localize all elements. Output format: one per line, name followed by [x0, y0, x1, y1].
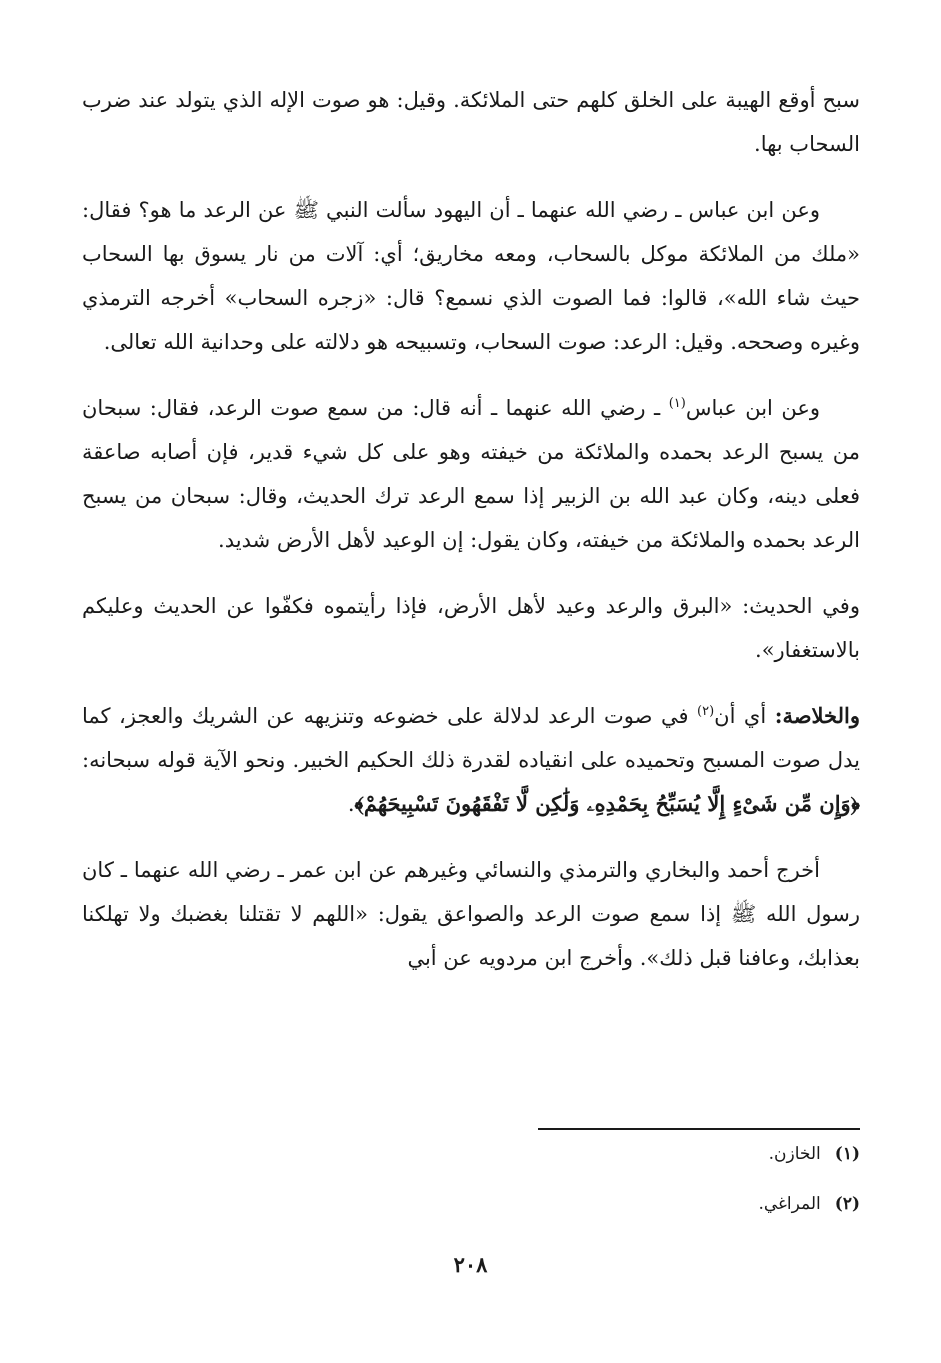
footnotes — [540, 1142, 860, 1242]
paragraph-5-end: . — [347, 792, 355, 816]
footnote-divider — [538, 1128, 860, 1130]
paragraph-2 — [82, 188, 860, 364]
page-number: ٢٠٨ — [453, 1252, 488, 1277]
footnote-ref-1: (١) — [668, 396, 686, 411]
summary-heading: والخلاصة: — [774, 703, 860, 728]
paragraph-1-text: سبح أوقع الهيبة على الخلق كلهم حتى الملائكة. وقيل: هو صوت الإله الذي يتولد عند ضرب السحاب بها. — [82, 88, 860, 156]
paragraph-2-text: وعن ابن عباس ـ رضي الله عنهما ـ أن اليهود سألت النبي ﷺ عن الرعد ما هو؟ فقال: «ملك من الملائكة موكل بالسحاب، ومعه مخاريق؛ أي: آلات من نار يسوق بها السحاب حيث شاء الله»، قالوا: فما الصوت الذي نسمع؟ قال: «زجره السحاب» أخرجه الترمذي وغيره وصححه. وقيل: الرعد: صوت السحاب، وتسبيحه هو دلالته على وحدانية الله تعالى. — [82, 198, 860, 354]
footnote-ref-2: (٢) — [697, 704, 715, 719]
paragraph-5-text-rest: في صوت الرعد لدلالة على خضوعه وتنزيهه عن الشريك والعجز، كما يدل صوت المسبح وتحميده على انقياده لقدرة ذلك الحكيم الخبير. ونحو الآية قوله سبحانه: — [82, 704, 861, 772]
paragraph-1 — [82, 78, 860, 166]
paragraph-4-text: وفي الحديث: «البرق والرعد وعيد لأهل الأرض، فإذا رأيتموه فكفّوا عن الحديث وعليكم بالاستغفار». — [82, 594, 860, 662]
main-text — [82, 78, 860, 980]
paragraph-3-text-start: وعن ابن عباس — [685, 396, 821, 420]
footnote-1 — [540, 1142, 860, 1166]
footnote-2 — [540, 1192, 860, 1216]
paragraph-6 — [82, 848, 860, 980]
footnote-2-number: (٢) — [834, 1194, 860, 1214]
footnote-1-text: الخازن. — [768, 1144, 821, 1164]
paragraph-5-text-start: أي أن — [714, 704, 775, 728]
quran-verse: ﴿وَإِن مِّن شَىْءٍ إِلَّا يُسَبِّحُ بِحَمْدِهِۦ وَلَٰكِن لَّا تَفْقَهُونَ تَسْبِيحَهُمْ﴾ — [354, 791, 860, 816]
footnote-1-number: (١) — [834, 1144, 860, 1164]
paragraph-3-text-rest: ـ رضي الله عنهما ـ أنه قال: من سمع صوت الرعد، فقال: سبحان من يسبح الرعد بحمده والملائكة من خيفته وهو على كل شيء قدير، فإن أصابه صاعقة فعلى دينه، وكان عبد الله بن الزبير إذا سمع الرعد ترك الحديث، وقال: سبحان من يسبح الرعد بحمده والملائكة من خيفته، وكان يقول: إن الوعيد لأهل الأرض شديد. — [82, 396, 860, 552]
paragraph-5 — [82, 694, 860, 826]
paragraph-3 — [82, 386, 860, 562]
paragraph-4 — [82, 584, 860, 672]
paragraph-6-text: أخرج أحمد والبخاري والترمذي والنسائي وغيرهم عن ابن عمر ـ رضي الله عنهما ـ كان رسول الله ﷺ إذا سمع صوت الرعد والصواعق يقول: «اللهم لا تقتلنا بغضبك ولا تهلكنا بعذابك، وعافنا قبل ذلك». وأخرج ابن مردويه عن أبي — [82, 858, 860, 970]
footnote-2-text: المراغي. — [758, 1194, 821, 1214]
